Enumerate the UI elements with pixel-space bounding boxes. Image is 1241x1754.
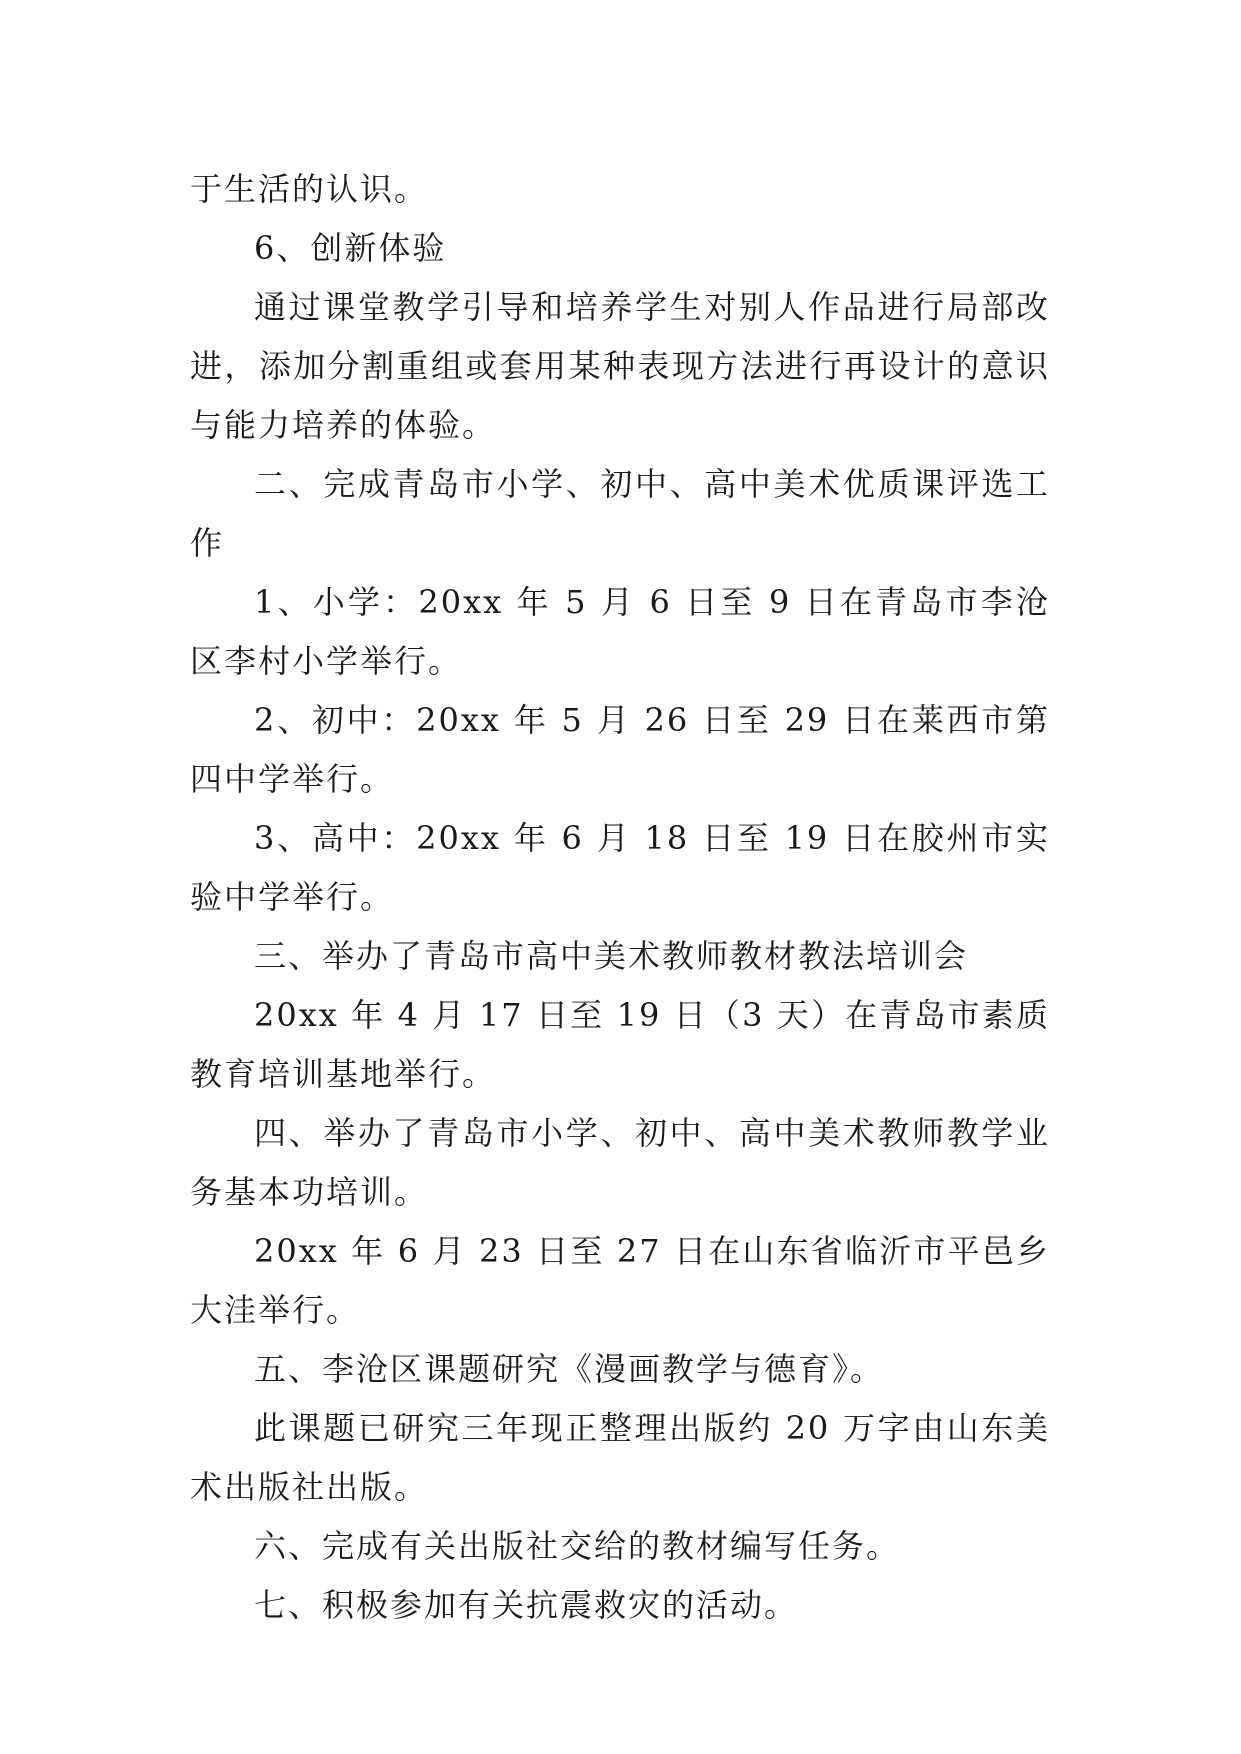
list-item: 2、初中：20xx 年 5 月 26 日至 29 日在莱西市第四中学举行。: [190, 701, 1050, 798]
section-heading: 五、李沧区课题研究《漫画教学与德育》。: [254, 1350, 885, 1388]
paragraph: 于生活的认识。: [190, 170, 429, 208]
paragraph: 此课题已研究三年现正整理出版约 20 万字由山东美术出版社出版。: [190, 1409, 1050, 1506]
section-heading: 二、完成青岛市小学、初中、高中美术优质课评选工作: [190, 465, 1050, 562]
paragraph: 20xx 年 4 月 17 日至 19 日（3 天）在青岛市素质教育培训基地举行。: [190, 996, 1050, 1093]
paragraph: 20xx 年 6 月 23 日至 27 日在山东省临沂市平邑乡大洼举行。: [190, 1232, 1050, 1329]
document-body: [190, 160, 1050, 1635]
section-heading: 四、举办了青岛市小学、初中、高中美术教师教学业务基本功培训。: [190, 1114, 1050, 1211]
section-heading: 6、创新体验: [254, 229, 447, 267]
section-heading: 七、积极参加有关抗震救灾的活动。: [254, 1586, 799, 1624]
paragraph: 通过课堂教学引导和培养学生对别人作品进行局部改进，添加分割重组或套用某种表现方法进行再设计的意识与能力培养的体验。: [190, 288, 1050, 444]
section-heading: 三、举办了青岛市高中美术教师教材教法培训会: [254, 937, 969, 975]
list-item: 1、小学：20xx 年 5 月 6 日至 9 日在青岛市李沧区李村小学举行。: [190, 583, 1050, 680]
list-item: 3、高中：20xx 年 6 月 18 日至 19 日在胶州市实验中学举行。: [190, 819, 1050, 916]
section-heading: 六、完成有关出版社交给的教材编写任务。: [254, 1527, 901, 1565]
